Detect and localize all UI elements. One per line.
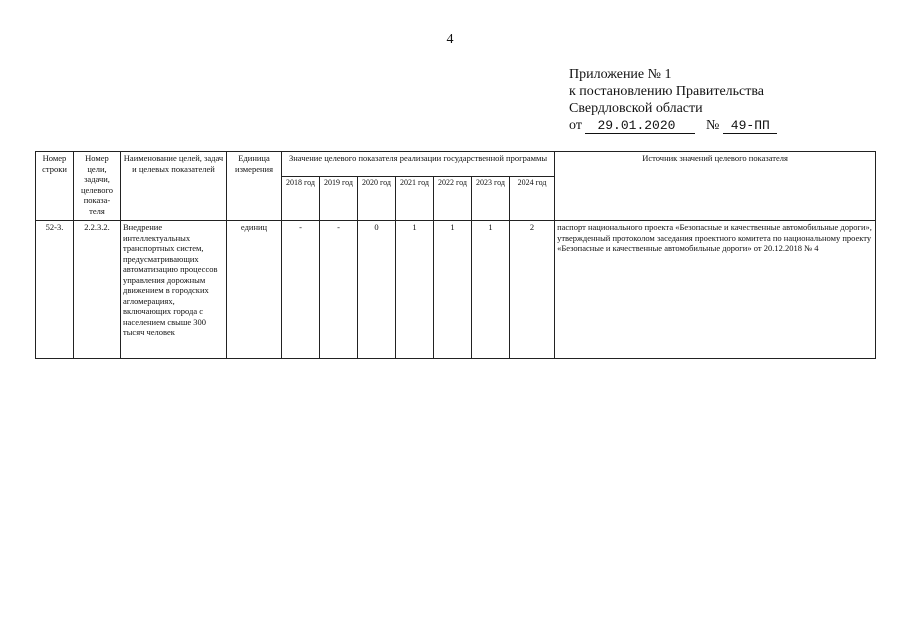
appendix-title: Приложение № 1	[569, 67, 672, 82]
header-unit: Единица измерения	[227, 152, 282, 221]
cell-name: Внедрение интеллектуальных транспортных систем, предусматривающих автоматизацию процессов управления дорожным движением в городских агломерациях, включающих города с населением свыше 300 тысяч человек	[121, 221, 227, 359]
appendix-block	[569, 66, 777, 134]
decree-date: 29.01.2020	[585, 119, 695, 134]
cell-value-2021: 1	[396, 221, 434, 359]
cell-value-2024: 2	[510, 221, 555, 359]
target-indicators-table	[35, 151, 876, 359]
header-source: Источник значений целевого показателя	[555, 152, 876, 221]
header-row-number: Номер строки	[36, 152, 74, 221]
header-year-2020: 2020 год	[358, 177, 396, 221]
number-prefix: №	[705, 118, 720, 133]
cell-source: паспорт национального проекта «Безопасные и качественные автомобильные дороги», утвержденный протоколом заседания проектного комитета по национальному проекту «Безопасные и качественные автомобильные дороги» от 20.12.2018 № 4	[555, 221, 876, 359]
header-year-2021: 2021 год	[396, 177, 434, 221]
header-values-group: Значение целевого показателя реализации государственной программы	[282, 152, 555, 177]
appendix-region: Свердловской области	[569, 101, 703, 116]
header-year-2024: 2024 год	[510, 177, 555, 221]
decree-number: 49-ПП	[723, 119, 777, 134]
cell-unit: единиц	[227, 221, 282, 359]
header-year-2023: 2023 год	[472, 177, 510, 221]
header-year-2022: 2022 год	[434, 177, 472, 221]
cell-value-2020: 0	[358, 221, 396, 359]
page-number: 4	[446, 32, 454, 47]
header-year-2019: 2019 год	[320, 177, 358, 221]
appendix-decree: к постановлению Правительства	[569, 84, 765, 99]
table-row	[36, 221, 876, 359]
cell-value-2023: 1	[472, 221, 510, 359]
header-year-2018: 2018 год	[282, 177, 320, 221]
appendix-date-line	[569, 117, 777, 134]
cell-value-2018: -	[282, 221, 320, 359]
header-goal-number: Номер цели, задачи, целевого показа-теля	[74, 152, 121, 221]
cell-value-2022: 1	[434, 221, 472, 359]
header-name: Наименование целей, задач и целевых показателей	[121, 152, 227, 221]
cell-value-2019: -	[320, 221, 358, 359]
date-prefix: от	[569, 118, 582, 133]
cell-goal-number: 2.2.3.2.	[74, 221, 121, 359]
cell-row-number: 52-3.	[36, 221, 74, 359]
